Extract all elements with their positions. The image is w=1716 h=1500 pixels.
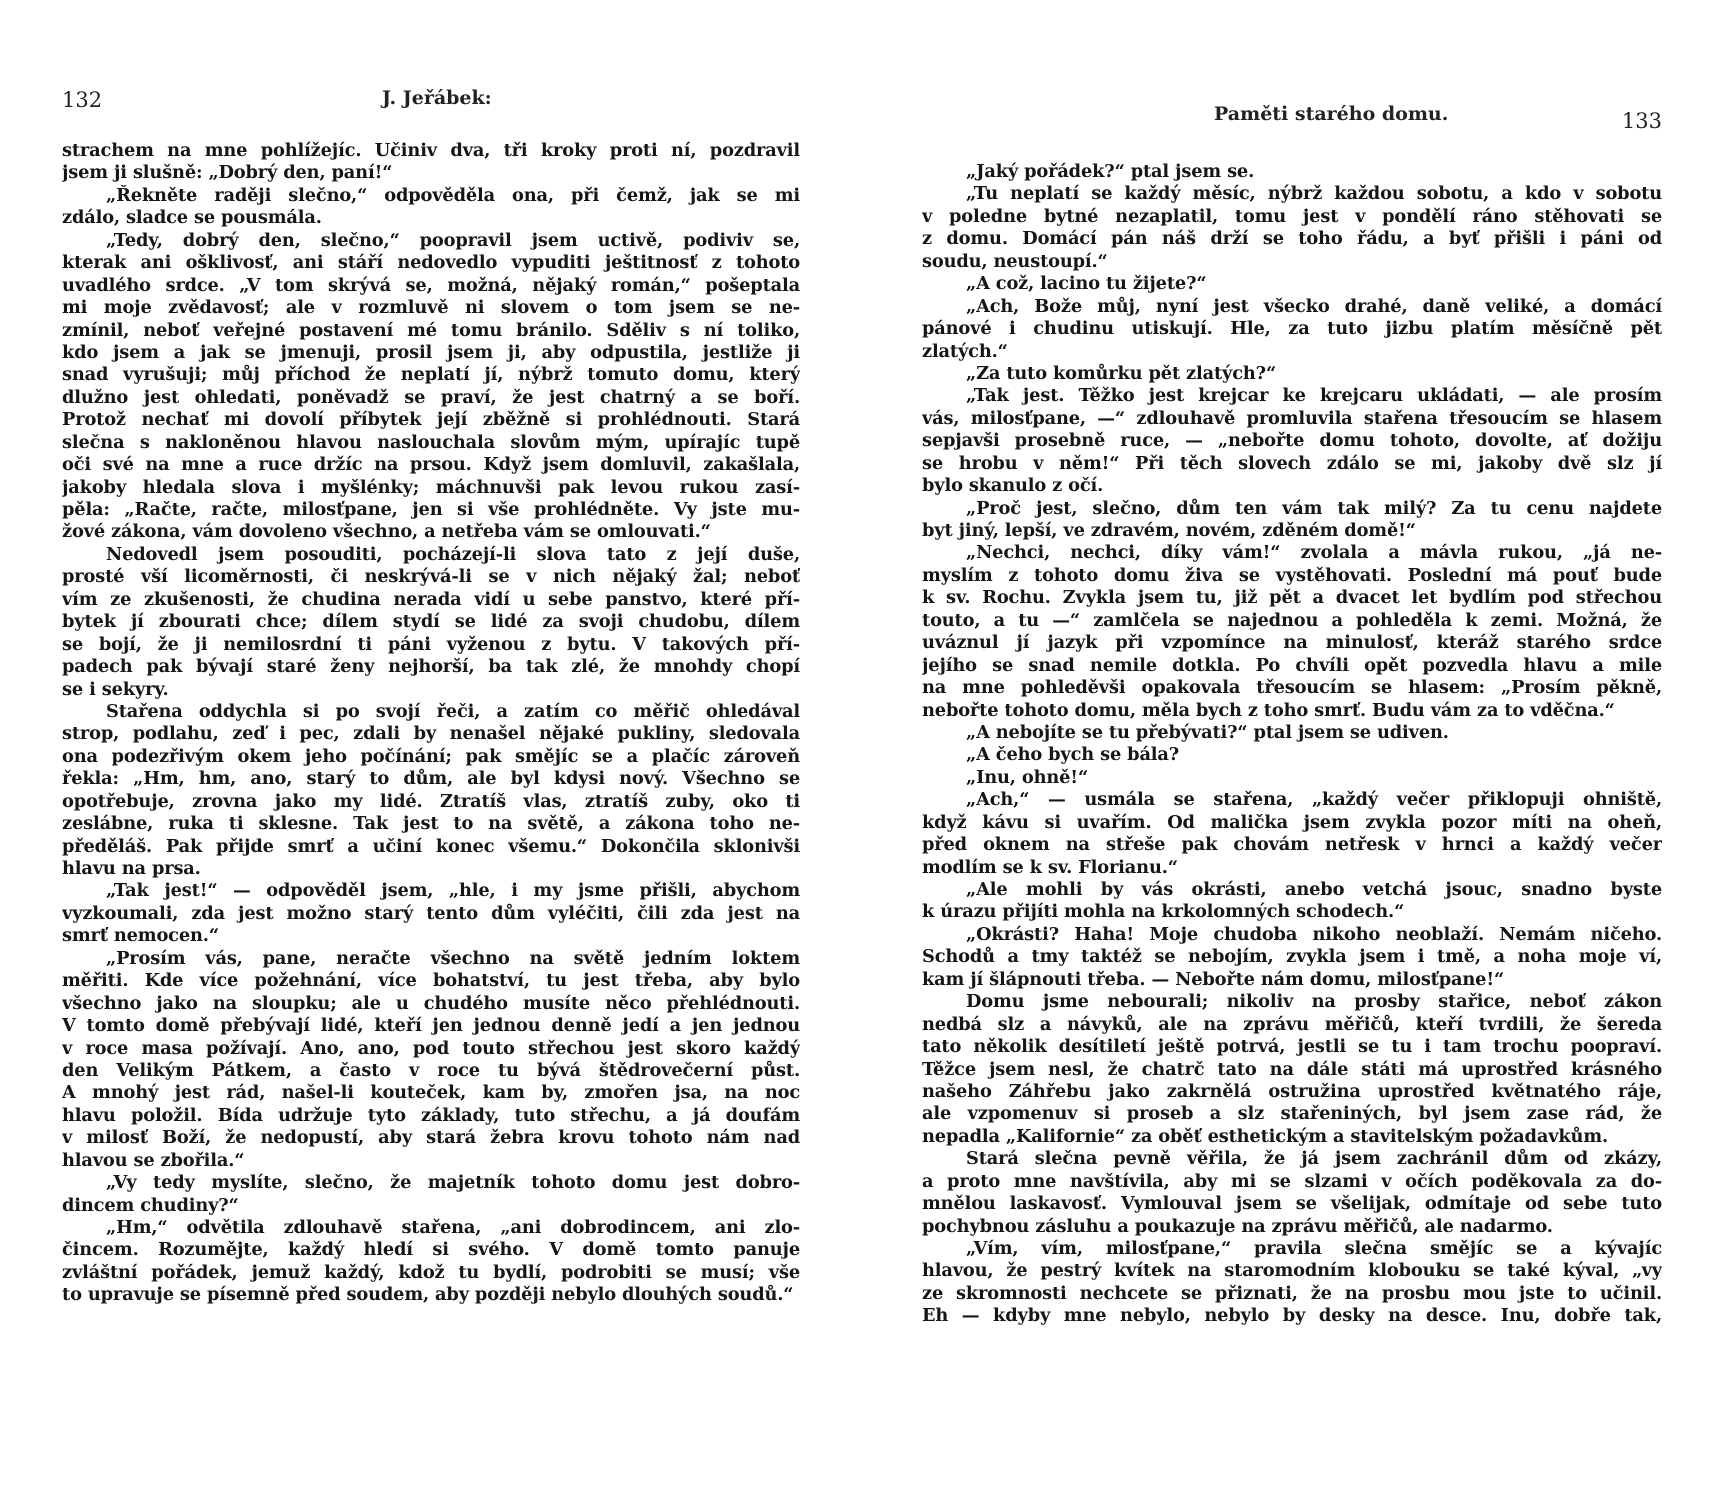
right-page [922,0,1662,1500]
text-line: touto, a tu —“ zamlčela se najednou a pohleděla k zemi. Možná, že [922,609,1662,631]
text-line: předěláš. Pak přijde smrť a učiní konec všemu.“ Dokončila sklonivši [62,835,800,857]
text-line: „Tu neplatí se každý měsíc, nýbrž každou sobotu, a kdo v sobotu [966,183,1662,205]
text-line: „Tak jest!“ — odpověděl jsem, „hle, i my jsme přišli, abychom [106,880,800,902]
text-line: hlavou se zbořila.“ [62,1149,245,1171]
text-line: se bojí, že ji nemilosrdní ti páni vyženou z bytu. V takových pří- [62,633,800,655]
text-line: soudu, neustoupí.“ [922,250,1108,272]
text-line: Stařena oddychla si po svojí řeči, a zatím co měřič ohledával [106,700,800,722]
text-line: hlavu položil. Bída udržuje tyto základy, tuto střechu, a já doufám [62,1104,800,1126]
text-line: ze skromnosti nechcete se přiznati, že na prosbu mou jste to učinil. [922,1282,1662,1304]
text-line: „Jaký pořádek?“ ptal jsem se. [966,161,1255,182]
text-line: bylo skanulo z očí. [922,475,1104,497]
text-line: modlím se k sv. Florianu.“ [922,856,1178,878]
text-line: V tomto domě přebývají lidé, kteří jen jednou denně jedí a jen jednou [62,1015,800,1037]
text-line: „Hm,“ odvětila zdlouhavě stařena, „ani dobrodincem, ani zlo- [106,1217,800,1238]
text-line: oči své na mne a ruce držíc na prsou. Když jsem domluvil, zakašlala, [62,454,800,476]
text-line: to upravuje se písemně před soudem, aby později nebylo dlouhých soudů.“ [62,1284,794,1306]
text-line: žové zákona, vám dovoleno všechno, a netřeba vám se omlouvati.“ [62,521,711,543]
text-line: hlavu na prsa. [62,858,201,879]
text-line: měřiti. Kde více požehnání, více bohatství, tu jest třeba, aby bylo [62,970,800,992]
text-line: zvláštní pořádek, jemuž každý, kdož tu bydlí, podrobiti se musí; vše [62,1261,800,1283]
text-line: „Ale mohli by vás okrásti, anebo vetchá jsouc, snadno byste [966,879,1662,900]
text-line: když kávu si uvařím. Od malička jsem zvykla pozor míti na oheň, [922,811,1662,833]
text-line: Protož nechať mi dovolí příbytek její zběžně si prohlédnouti. Stará [62,409,800,431]
text-line: nebořte tohoto domu, měla bych z toho smrť. Budu vám za to vděčna.“ [922,699,1615,721]
text-line: k sv. Rochu. Zvykla jsem tu, již pět a dvacet let bydlím pod střechou [922,587,1662,609]
text-line: hlavou, že pestrý kvítek na staromodním klobouku se také kýval, „vy [922,1260,1662,1282]
text-line: „Prosím vás, pane, neračte všechno na světě jedním loktem [106,947,800,969]
text-line: „Inu, ohně!“ [966,766,1089,788]
text-line: den Velikým Pátkem, a často v roce tu bývá štědrovečerní půst. [62,1059,800,1081]
text-line: „Vy tedy myslíte, slečno, že majetník tohoto domu jest dobro- [106,1172,800,1194]
text-line: tato několik desítiletí ještě potrvá, jestli se tu i tam trochu poopraví. [922,1036,1662,1058]
page-body [922,161,1662,1328]
text-line: Schodů a tmy taktéž se nebojím, zvykla jsem i tmě, a noha moje ví, [922,946,1662,968]
text-line: nepadla „Kalifornie“ za oběť esthetickým a stavitelským požadavkům. [922,1125,1609,1147]
text-line: pěla: „Račte, račte, milosťpane, jen si vše prohlédněte. Vy jste mu- [62,499,800,520]
text-line: padech pak bývají staré ženy nejhorší, ba tak zlé, že mnohdy chopí [62,656,800,678]
text-line: mi moje zvědavosť; ale v rozmluvě ni slovem o tom jsem se ne- [62,297,800,319]
text-line: z domu. Domácí pán náš drží se toho řádu, a byť přišli i páni od [922,228,1662,250]
text-line: Domu jsme nebourali; nikoliv na prosby stařice, neboť zákon [966,991,1662,1013]
text-line: uvadlého srdce. „V tom skrývá se, možná, nějaký román,“ pošeptala [62,274,800,296]
text-line: v milosť Boží, že nedopustí, aby stará žebra krovu tohoto nám nad [62,1127,800,1149]
page-body [62,140,800,1307]
text-line: „Za tuto komůrku pět zlatých?“ [966,362,1277,384]
text-line: uváznul jí jazyk při vzpomínce na minulosť, kteráž starého srdce [922,632,1662,654]
text-line: ale vzpomenuv si proseb a slz stařeniných, byl jsem zase rád, že [922,1103,1662,1125]
text-line: zeslábne, ruka ti sklesne. Tak jest to na světě, a zákona toho ne- [62,813,800,835]
text-line: slečna s nakloněnou hlavou naslouchala slovům mým, upírajíc tupě [62,431,800,453]
page-number: 132 [62,88,103,112]
text-line: řekla: „Hm, hm, ano, starý to dům, ale byl kdysi nový. Všechno se [62,768,800,790]
running-head: Paměti starého domu. [1214,103,1449,125]
text-line: zlatých.“ [922,340,1008,362]
running-head: J. Jeřábek: [382,87,492,109]
text-line: k úrazu přijíti mohla na krkolomných schodech.“ [922,901,1405,923]
text-line: v roce masa požívají. Ano, ano, pod touto střechou jest skoro každý [62,1037,800,1059]
text-line: Těžce jsem nesl, že chatrč tato na dále státi má uprostřed krásného [922,1058,1662,1080]
text-line: nedbá slz a návyků, ale na zprávu měřičů, kteří tvrdili, že šereda [922,1013,1662,1035]
text-line: zmínil, neboť veřejné postavení mé tomu bránilo. Sděliv s ní toliko, [62,319,800,341]
text-line: strachem na mne pohlížejíc. Učiniv dva, tři kroky proti ní, pozdravil [62,140,800,161]
text-line: pánové i chudinu utiskují. Hle, za tuto jizbu platím měsíčně pět [922,318,1662,340]
text-line: se hrobu v něm!“ Při těch slovech zdálo se mi, jakoby dvě slz jí [922,452,1662,474]
text-line: A mnohý jest rád, našel-li kouteček, kam by, zmořen jsa, na noc [62,1082,800,1104]
text-line: mnělou laskavosť. Vymlouval jsem se všelijak, odmítaje od sebe tuto [922,1193,1662,1215]
text-line: snad vyrušuji; můj příchod že neplatí jí, nýbrž tomuto domu, který [62,364,800,386]
text-line: myslím z tohoto domu živa se vystěhovati. Poslední má pouť bude [922,564,1662,586]
text-line: všechno jako na sloupku; ale u chudého musíte něco přehlédnouti. [62,992,800,1014]
text-line: „Nechci, nechci, díky vám!“ zvolala a mávla rukou, „já ne- [966,542,1662,564]
text-line: dlužno jest ohledati, poněvadž se praví, že jest chatrný a se boří. [62,386,800,408]
text-line: našeho Záhřebu jako zakrnělá ostružina uprostřed květnatého ráje, [922,1080,1662,1102]
text-line: se i sekyry. [62,678,169,700]
text-line: dincem chudiny?“ [62,1194,239,1216]
text-line: vás, milosťpane, —“ zdlouhavě promluvila stařena třesoucím se hlasem [922,407,1662,429]
text-line: kam jí šlápnouti třeba. — Nebořte nám domu, milosťpane!“ [922,968,1505,990]
text-line: ona podezřivým okem jeho počínání; pak smějíc se a plačíc zároveň [62,745,800,767]
text-line: čincem. Rozumějte, každý hledí si svého. V domě tomto panuje [62,1239,800,1261]
text-line: „Vím, vím, milosťpane,“ pravila slečna smějíc se a kývajíc [966,1238,1662,1259]
text-line: „Okrásti? Haha! Moje chudoba nikoho neoblaží. Nemám ničeho. [966,923,1662,945]
text-line: kdo jsem a jak se jmenuji, prosil jsem ji, aby odpustila, jestliže ji [62,341,800,363]
text-line: jakoby hledala slova i myšlénky; máchnuvši pak levou rukou zasí- [62,476,800,498]
left-page [62,0,800,1500]
text-line: „A nebojíte se tu přebývati?“ ptal jsem se udiven. [966,721,1449,743]
text-line: byt jiný, lepší, ve zdravém, novém, zděném domě!“ [922,520,1416,541]
text-line: „Řekněte raději slečno,“ odpověděla ona, při čemž, jak se mi [106,184,800,206]
text-line: Stará slečna pevně věřila, že já jsem zachránil dům od zkázy, [966,1148,1662,1170]
text-line: „A čeho bych se bála? [966,744,1180,766]
text-line: vím ze zkušenosti, že chudina nerada vidí u sebe panstvo, které pří- [62,588,800,610]
text-line: smrť nemocen.“ [62,925,219,947]
text-line: kterak ani ošklivosť, ani stáří nedovedlo vypuditi ještitnosť z tohoto [62,252,800,274]
text-line: vyzkoumali, zda jest možno starý tento dům vyléčiti, čili zda jest na [62,902,800,924]
text-line: a proto mne navštívila, aby mi se slzami v očích poděkovala za do- [922,1170,1662,1192]
text-line: na mne pohleděvši opakovala třesoucím se hlasem: „Prosím pěkně, [922,677,1662,699]
text-line: sepjavši prosebně ruce, — „nebořte domu tohoto, dovolte, ať dožiju [922,430,1662,452]
text-line: bytek jí zbourati chce; dílem stydí se lidé za svoji chudobu, dílem [62,611,800,633]
text-line: „Proč jest, slečno, dům ten vám tak milý? Za tu cenu najdete [966,497,1662,519]
text-line: „Ach, Bože můj, nyní jest všecko drahé, daně veliké, a domácí [966,295,1662,317]
text-line: „A což, lacino tu žijete?“ [966,273,1207,295]
page-number: 133 [1621,109,1662,133]
text-line: pochybnou zásluhu a poukazuje na zprávu měřičů, ale nadarmo. [922,1215,1553,1237]
text-line: opotřebuje, zrovna jako my lidé. Ztratíš vlas, ztratíš zuby, oko ti [62,790,800,812]
text-line: „Tedy, dobrý den, slečno,“ poopravil jsem uctivě, podiviv se, [106,229,800,251]
text-line: jejího se snad nemile dotkla. Po chvíli opět pozvedla hlavu a mile [922,654,1662,676]
text-line: Nedovedl jsem posouditi, pocházejí-li slova tato z její duše, [106,543,800,565]
text-line: jsem ji slušně: „Dobrý den, paní!“ [62,162,393,184]
text-line: zdálo, sladce se pousmála. [62,207,322,229]
text-line: před oknem na střeše pak chovám netřesk v hrnci a každý večer [922,834,1662,856]
text-line: Eh — kdyby mne nebylo, nebylo by desky na desce. Inu, dobře tak, [922,1305,1662,1327]
text-line: prosté vší licoměrnosti, či neskrývá-li se v nich nějaký žal; neboť [62,566,800,588]
text-line: „Tak jest. Těžko jest krejcar ke krejcaru ukládati, — ale prosím [966,385,1662,407]
text-line: strop, podlahu, zeď i pec, zdali by nenašel nějaké pukliny, sledovala [62,723,800,745]
text-line: v poledne bytné nezaplatil, tomu jest v pondělí ráno stěhovati se [922,205,1662,227]
text-line: „Ach,“ — usmála se stařena, „každý večer přiklopuji ohniště, [966,789,1662,811]
